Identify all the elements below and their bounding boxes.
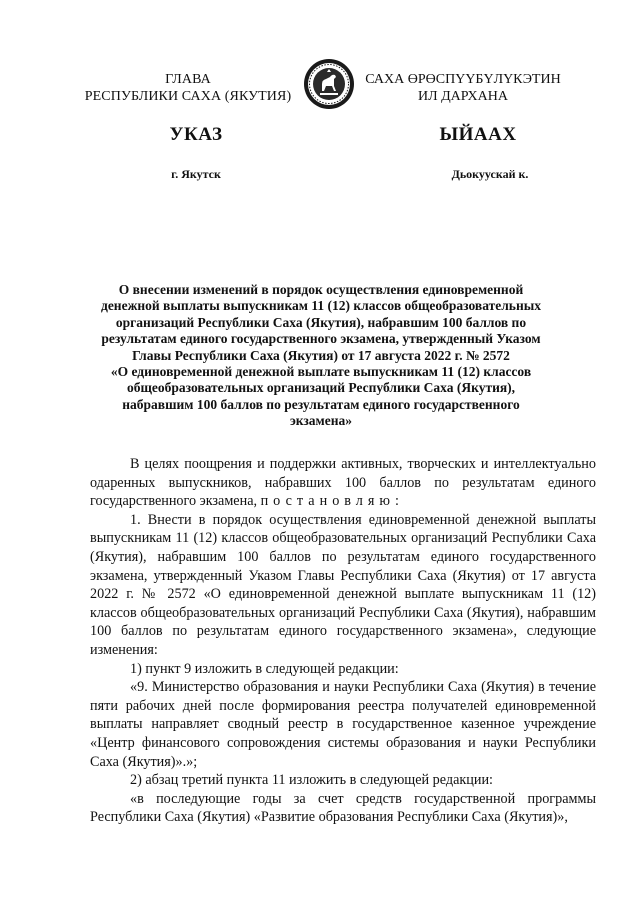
preamble-paragraph (90, 455, 596, 511)
subclause-2: 2) абзац третий пункта 11 изложить в следующей редакции: (130, 772, 493, 789)
title-line: денежной выплаты выпускникам 11 (12) классов общеобразовательных (100, 298, 542, 314)
title-line: «О единовременной денежной выплате выпускникам 11 (12) классов (110, 364, 532, 380)
city-russian: г. Якутск (171, 167, 221, 181)
title-line: набравшим 100 баллов по результатам единого государственного (122, 396, 520, 412)
issuer-republic-line: САХА ӨРӨСПҮҮБҮЛҮКЭТИН (365, 72, 561, 87)
decree-body (90, 455, 596, 827)
preamble-end: : (395, 493, 399, 510)
doc-type-yakut: ЫЙААХ (439, 124, 517, 145)
new-wording-point-9: «9. Министерство образования и науки Республики Саха (Якутия) в течение пяти рабочих дней после формирования реестра получателей единовременной выплаты направляет сводный реестр в государственное казенное учреждение «Центр финансового сопровождения системы образования и науки Республики Саха (Якутия)».»; (90, 679, 596, 770)
subclause-1: 1) пункт 9 изложить в следующей редакции: (130, 660, 399, 677)
title-line: общеобразовательных организаций Республики Саха (Якутия), (126, 380, 516, 396)
new-wording-point-11: «в последующие годы за счет средств государственной программы Республики Саха (Якутия) «Развитие образования Республики Саха (Якутия)», (90, 790, 596, 826)
city-yakut: Дьокуускай к. (451, 167, 529, 181)
title-line: организаций Республики Саха (Якутия), набравшим 100 баллов по (115, 314, 527, 330)
title-line: Главы Республики Саха (Якутия) от 17 августа 2022 г. № 2572 (132, 347, 510, 363)
clause-1: 1. Внести в порядок осуществления единовременной денежной выплаты выпускникам 11 (12) классов общеобразовательных организаций Республики Саха (Якутия), набравшим 100 баллов по результатам единого государственного экзамена, утвержденный Указом Главы Республики Саха (Якутия) от 17 августа 2022 г. № 2572 «О единовременной денежной выплате выпускникам 11 (12) классов общеобразовательных организаций Республики Саха (Якутия), набравшим 100 баллов по результатам единого государственного экзамена», следующие изменения: (90, 511, 596, 658)
title-line: экзамена» (289, 413, 353, 429)
decree-title (88, 282, 554, 430)
preamble-text: В целях поощрения и поддержки активных, творческих и интеллектуально одаренных выпускников, набравших 100 баллов по результатам единого государственного экзамена, (90, 456, 596, 510)
title-line: О внесении изменений в порядок осуществления единовременной (118, 282, 524, 297)
issuer-title-line-yakut: ИЛ ДАРХАНА (417, 89, 508, 104)
decree-word: постановляю (260, 493, 396, 510)
issuer-region-line: РЕСПУБЛИКИ САХА (ЯКУТИЯ) (84, 89, 292, 104)
issuer-title-line: ГЛАВА (165, 72, 211, 87)
issuer-header-yakut (353, 71, 573, 105)
doc-type-russian: УКАЗ (169, 124, 223, 145)
coat-of-arms-icon (303, 58, 355, 110)
title-line: результатам единого государственного экзамена, утвержденный Указом (101, 331, 541, 347)
issuer-header-russian (82, 71, 294, 105)
